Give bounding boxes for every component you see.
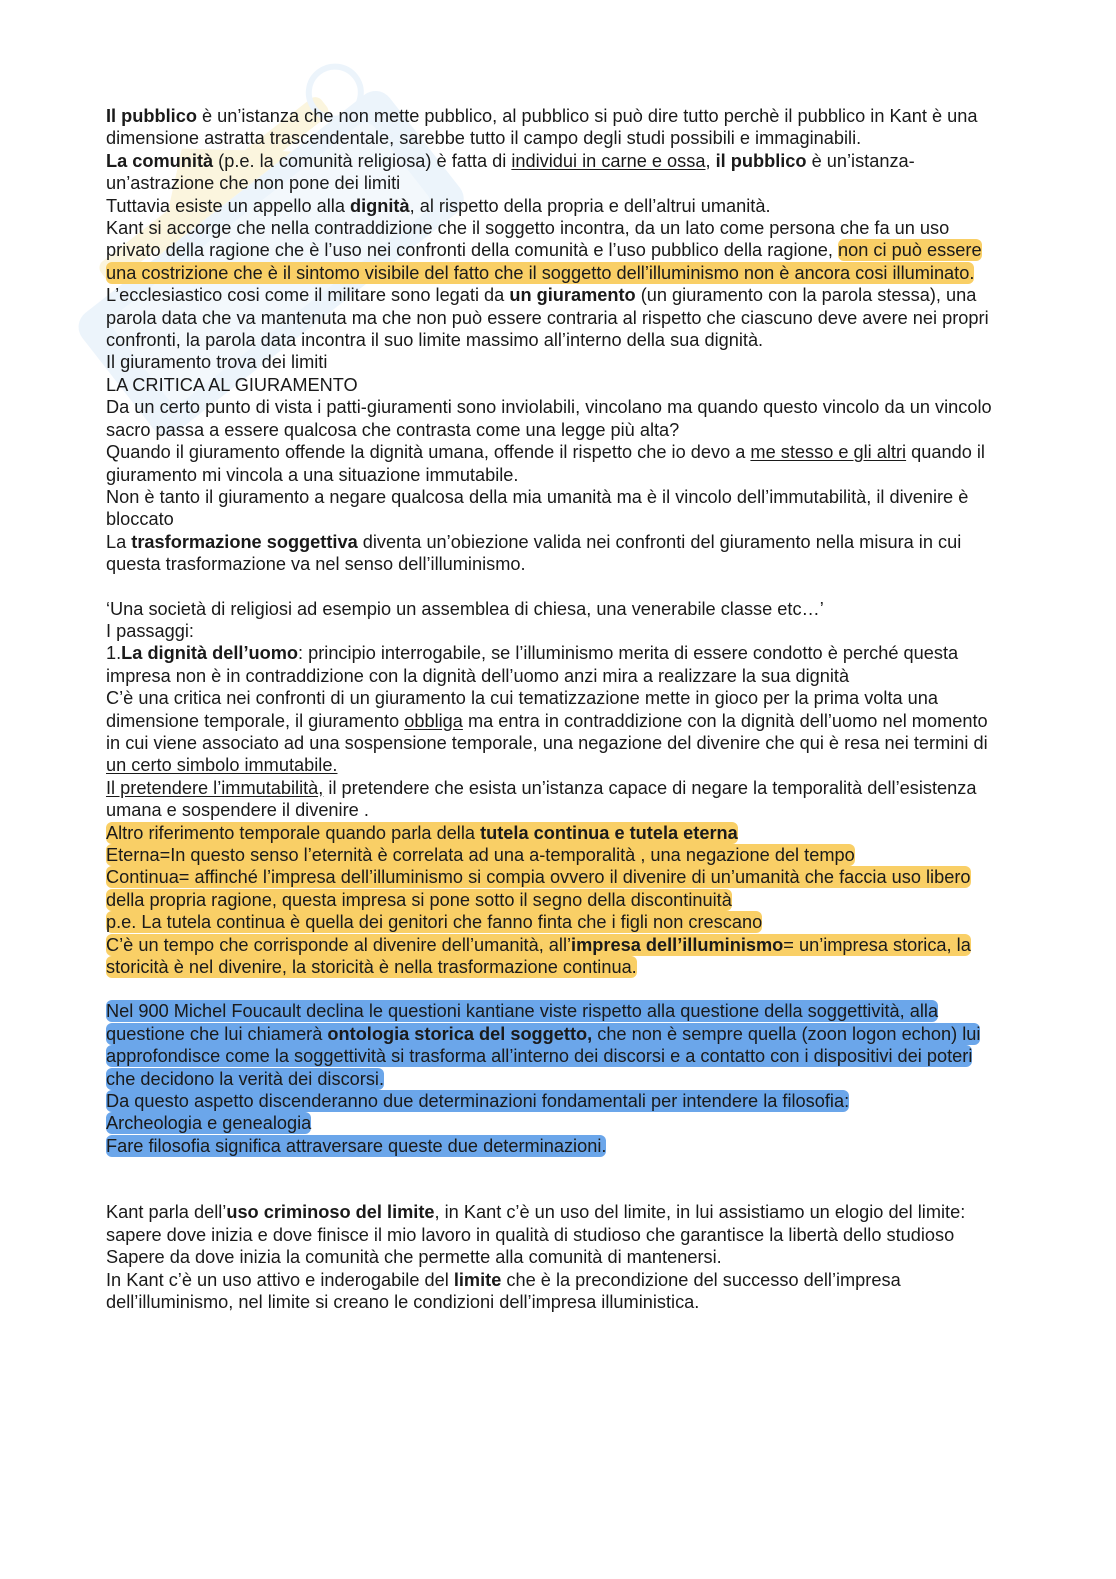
paragraph-pretendere bbox=[106, 777, 1006, 822]
bold-term: un giuramento bbox=[509, 285, 636, 306]
paragraph-fare-filosofia bbox=[106, 1135, 1006, 1157]
bold-term: impresa dell’illuminismo bbox=[571, 934, 784, 955]
paragraph-archeologia bbox=[106, 1112, 1006, 1134]
paragraph-contraddizione bbox=[106, 217, 1006, 284]
underlined-text: individui in carne e ossa bbox=[511, 150, 706, 171]
bold-term: trasformazione soggettiva bbox=[131, 531, 358, 552]
section-heading-critica: LA CRITICA AL GIURAMENTO bbox=[106, 374, 358, 395]
bold-term: ontologia storica del soggetto, bbox=[327, 1023, 593, 1044]
text: La bbox=[106, 531, 132, 552]
bold-term: La comunità bbox=[106, 150, 214, 171]
text: Kant parla dell’ bbox=[106, 1202, 227, 1223]
text: C’è un tempo che corrisponde al divenire dell’umanità, all’ bbox=[106, 934, 572, 955]
text: quando il giuramento mi vincola a una situazione immutabile. bbox=[106, 442, 985, 485]
paragraph-patti: Da un certo punto di vista i patti-giuramenti sono inviolabili, vincolano ma quando questo vincolo da un vincolo sacro passa a essere qualcosa che contrasta come una legge più alta? bbox=[106, 397, 992, 440]
blue-highlight: Archeologia e genealogia bbox=[106, 1113, 312, 1134]
paragraph-determinazioni bbox=[106, 1090, 1006, 1112]
yellow-highlight: Continua= affinché l’impresa dell’illuminismo si compia ovvero il divenire di un’umanità che faccia uso libero della propria ragione, questa impresa si pone sotto il segno della discontinuità bbox=[106, 867, 971, 910]
text: (p.e. la comunità religiosa) è fatta di bbox=[213, 150, 512, 171]
bold-term: Il pubblico bbox=[106, 106, 197, 126]
text: (un giuramento con la parola stessa), una parola data che va mantenuta ma che non può essere contraria al rispetto che ciascuno deve avere nei propri confronti, la parola data incontra il suo limite massimo all’interno della sua dignità. bbox=[106, 285, 989, 351]
paragraph-giuramento bbox=[106, 284, 1006, 351]
list-item-dignita-uomo bbox=[106, 642, 1006, 687]
paragraph-foucault bbox=[106, 1000, 1006, 1090]
underlined-text: obbliga bbox=[404, 710, 463, 731]
text: , in Kant c’è un uso del limite, in lui assistiamo un elogio del limite: sapere dove inizia e dove finisce il mio lavoro in qualità di studioso che garantisce la libertà dello studioso bbox=[106, 1202, 966, 1245]
paragraph-storicita bbox=[106, 934, 1006, 979]
text: Nel 900 Michel Foucault declina le questioni kantiane viste rispetto alla questione della soggettività, alla questione che lui chiamerà bbox=[106, 1001, 939, 1044]
text: è un’istanza che non mette pubblico, al pubblico si può dire tutto perchè il pubblico in Kant è una dimensione astratta trascendentale, sarebbe tutto il campo degli studi possibili e immaginabili. bbox=[106, 106, 978, 149]
paragraph-limiti: Il giuramento trova dei limiti bbox=[106, 352, 328, 373]
text: Quando il giuramento offende la dignità umana, offende il rispetto che io devo a bbox=[106, 442, 751, 463]
quotation: ‘Una società di religiosi ad esempio un assemblea di chiesa, una venerabile classe etc…’ bbox=[106, 598, 824, 619]
text: , bbox=[705, 150, 716, 171]
text: = un’impresa storica, la storicità è nel divenire, la storicità è nella trasformazione continua. bbox=[106, 934, 971, 978]
yellow-highlight bbox=[106, 822, 738, 844]
text: In Kant c’è un uso attivo e inderogabile del bbox=[106, 1269, 454, 1290]
text: Tuttavia esiste un appello alla bbox=[106, 195, 350, 216]
paragraph-comunita bbox=[106, 150, 1006, 195]
text: , al rispetto della propria e dell’altrui umanità. bbox=[409, 195, 771, 216]
text: L’ecclesiastico cosi come il militare sono legati da bbox=[106, 285, 510, 306]
text: è un’istanza- un’astrazione che non pone dei limiti bbox=[106, 150, 915, 194]
text: ma entra in contraddizione con la dignità dell’uomo nel momento in cui viene associato ad una sospensione temporale, una negazione del divenire che qui è resa nei termini di bbox=[106, 710, 988, 753]
text: che non è sempre quella (zoon logon echon) lui approfondisce come la soggettività si trasforma all’interno dei discorsi e a contatto con i dispositivi dei poteri che decidono la verità dei discorsi. bbox=[106, 1023, 981, 1089]
paragraph-genitori bbox=[106, 911, 1006, 933]
yellow-highlight: non ci può essere una costrizione che è il sintomo visibile del fatto che il soggetto dell’illuminismo non è ancora cosi illuminato. bbox=[106, 240, 982, 283]
paragraph-critica-temporale bbox=[106, 687, 1006, 777]
spacer bbox=[106, 1157, 1006, 1201]
blue-highlight: Fare filosofia significa attraversare queste due determinazioni. bbox=[106, 1135, 607, 1156]
bold-term: La dignità dell’uomo bbox=[121, 643, 298, 664]
paragraph-sapere-comunita: Sapere da dove inizia la comunità che permette alla comunità di mantenersi. bbox=[106, 1247, 722, 1268]
blue-highlight bbox=[106, 1000, 980, 1089]
text: 1. bbox=[106, 643, 122, 664]
yellow-highlight: Eterna=In questo senso l’eternità è correlata ad una a-temporalità , una negazione del tempo bbox=[106, 845, 855, 865]
text: il pretendere che esista un’istanza capace di negare la temporalità dell’esistenza umana e sospendere il divenire . bbox=[106, 777, 977, 821]
spacer bbox=[106, 978, 1006, 1000]
bold-term: tutela continua e tutela eterna bbox=[480, 822, 738, 843]
blue-highlight: Da questo aspetto discenderanno due determinazioni fondamentali per intendere la filosofia: bbox=[106, 1091, 850, 1112]
paragraph-eterna bbox=[106, 844, 1006, 866]
underlined-text: me stesso e gli altri bbox=[750, 442, 907, 463]
yellow-highlight: p.e. La tutela continua è quella dei genitori che fanno finta che i figli non crescano bbox=[106, 912, 763, 933]
paragraph-continua bbox=[106, 866, 1006, 911]
text: Kant si accorge che nella contraddizione che il soggetto incontra, da un lato come persona che fa un uso privato della ragione che è l’uso nei confronti della comunità e l’uso pubblico della ragione, bbox=[106, 218, 950, 261]
paragraph-dignita bbox=[106, 195, 1006, 217]
yellow-highlight bbox=[106, 934, 971, 978]
paragraph-uso-limite bbox=[106, 1201, 1006, 1246]
bold-term: uso criminoso del limite bbox=[226, 1202, 435, 1223]
text: diventa un’obiezione valida nei confronti del giuramento nella misura in cui questa trasformazione va nel senso dell’illuminismo. bbox=[106, 531, 962, 575]
paragraph-trasformazione bbox=[106, 531, 1006, 576]
spacer bbox=[106, 576, 1006, 598]
text: che è la precondizione del successo dell’impresa dell’illuminismo, nel limite si creano le condizioni dell’impresa illuministica. bbox=[106, 1269, 901, 1312]
paragraph-limite-attivo bbox=[106, 1269, 1006, 1314]
bold-term: limite bbox=[453, 1269, 502, 1290]
paragraph-offesa bbox=[106, 441, 1006, 486]
paragraph-immutabilita: Non è tanto il giuramento a negare qualcosa della mia umanità ma è il vincolo dell’immutabilità, il divenire è bloccato bbox=[106, 486, 969, 530]
paragraph-pubblico bbox=[106, 105, 1006, 150]
underlined-text: Il pretendere l’immutabilità, bbox=[106, 777, 324, 798]
paragraph-tutela bbox=[106, 822, 1006, 844]
document-page bbox=[106, 105, 1006, 1313]
underlined-text: un certo simbolo immutabile. bbox=[106, 755, 338, 776]
passaggi-label: I passaggi: bbox=[106, 620, 194, 641]
text: : principio interrogabile, se l’illuminismo merita di essere condotto è perché questa impresa non è in contraddizione con la dignità dell’uomo anzi mira a realizzare la sua dignità bbox=[106, 643, 959, 686]
bold-term: il pubblico bbox=[715, 150, 807, 171]
text: Altro riferimento temporale quando parla della bbox=[106, 822, 481, 843]
text: C’è una critica nei confronti di un giuramento la cui tematizzazione mette in gioco per la prima volta una dimensione temporale, il giuramento bbox=[106, 688, 939, 731]
bold-term: dignità bbox=[350, 195, 410, 216]
